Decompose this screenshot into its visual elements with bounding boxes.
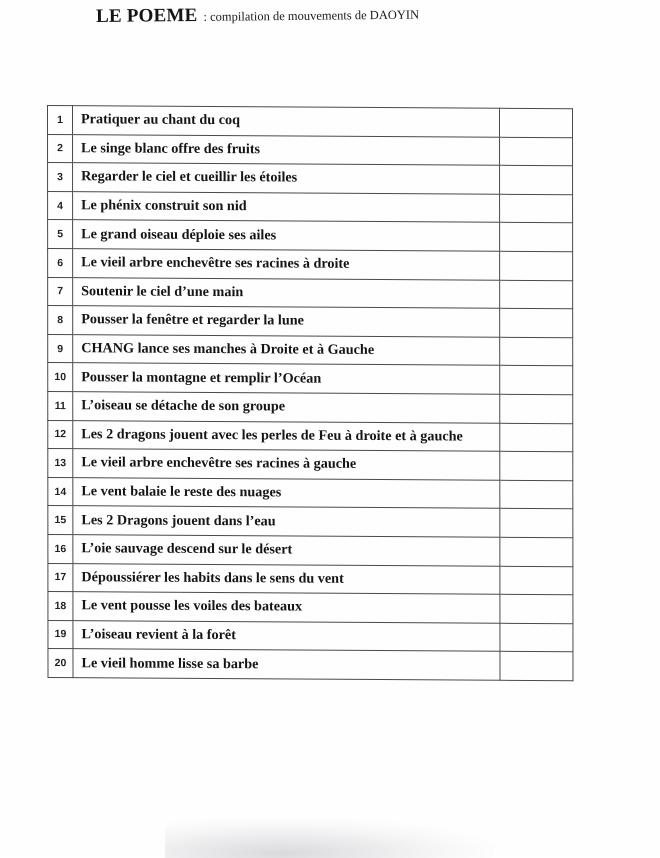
row-number: 16 (48, 534, 73, 563)
document-subtitle: : compilation de mouvements de DAOYIN (203, 7, 420, 24)
check-cell (500, 451, 573, 480)
check-cell (500, 566, 573, 595)
movements-table (47, 105, 573, 681)
check-cell (499, 108, 572, 137)
movement-name: Le vieil arbre enchevêtre ses racines à droite (73, 249, 500, 280)
row-number: 1 (48, 106, 73, 135)
check-cell (500, 623, 573, 652)
movement-name: Dépoussiérer les habits dans le sens du vent (73, 563, 500, 594)
check-cell (500, 594, 573, 623)
check-cell (500, 165, 573, 194)
table-row (48, 534, 573, 566)
movement-name: Les 2 dragons jouent avec les perles de Feu à droite et à gauche (73, 420, 500, 451)
table-row (48, 620, 573, 652)
movement-name: Pousser la montagne et remplir l’Océan (73, 363, 500, 394)
row-number: 20 (48, 649, 73, 678)
row-number: 19 (48, 620, 73, 649)
movement-name: Le vent pousse les voiles des bateaux (73, 592, 500, 623)
row-number: 6 (48, 248, 73, 277)
table-row (48, 220, 573, 252)
table-row (48, 391, 573, 423)
movement-name: L’oiseau se détache de son groupe (73, 392, 500, 423)
movement-name: Pousser la fenêtre et regarder la lune (73, 306, 500, 337)
check-cell (500, 366, 573, 395)
check-cell (500, 652, 573, 681)
table-row (48, 306, 573, 338)
row-number: 18 (48, 592, 73, 621)
table-row (48, 649, 573, 681)
movement-name: Pratiquer au chant du coq (72, 106, 499, 137)
scan-smudge (165, 818, 495, 858)
movement-name: Les 2 Dragons jouent dans l’eau (73, 506, 500, 537)
movement-name: Le phénix construit son nid (73, 191, 500, 222)
table-row (48, 506, 573, 538)
table-row (48, 363, 573, 395)
row-number: 14 (48, 477, 73, 506)
row-number: 15 (48, 506, 73, 535)
row-number: 2 (48, 134, 73, 163)
check-cell (500, 223, 573, 252)
movement-name: Le vent balaie le reste des nuages (73, 477, 500, 508)
movement-name: Regarder le ciel et cueillir les étoiles (73, 163, 500, 194)
row-number: 11 (48, 391, 73, 420)
row-number: 10 (48, 363, 73, 392)
row-number: 4 (48, 191, 73, 220)
movements-table-container (47, 105, 569, 681)
check-cell (500, 194, 573, 223)
movement-name: Le grand oiseau déploie ses ailes (73, 220, 500, 251)
row-number: 5 (48, 220, 73, 249)
row-number: 17 (48, 563, 73, 592)
check-cell (500, 423, 573, 452)
table-row (48, 563, 573, 595)
document-title: LE POEME (96, 4, 198, 27)
check-cell (500, 308, 573, 337)
row-number: 9 (48, 334, 73, 363)
movement-name: CHANG lance ses manches à Droite et à Gauche (73, 334, 500, 365)
movement-name: Le vieil arbre enchevêtre ses racines à gauche (73, 449, 500, 480)
table-row (48, 449, 573, 481)
table-row (48, 334, 573, 366)
check-cell (500, 537, 573, 566)
check-cell (500, 280, 573, 309)
table-row (48, 248, 573, 280)
movement-name: Le singe blanc offre des fruits (73, 134, 500, 165)
table-row (48, 420, 573, 452)
check-cell (500, 509, 573, 538)
table-row (48, 477, 573, 509)
row-number: 13 (48, 449, 73, 478)
table-row (48, 277, 573, 309)
table-row (48, 106, 573, 138)
table-row (48, 163, 573, 195)
row-number: 7 (48, 277, 73, 306)
table-row (48, 592, 573, 624)
check-cell (500, 394, 573, 423)
table-row (48, 134, 573, 166)
check-cell (500, 251, 573, 280)
table-row (48, 191, 573, 223)
check-cell (500, 337, 573, 366)
check-cell (500, 137, 573, 166)
document-header (96, 3, 419, 28)
movements-table-body (48, 106, 573, 681)
movement-name: Soutenir le ciel d’une main (73, 277, 500, 308)
movement-name: Le vieil homme lisse sa barbe (73, 649, 500, 680)
movement-name: L’oiseau revient à la forêt (73, 620, 500, 651)
check-cell (500, 480, 573, 509)
row-number: 8 (48, 306, 73, 335)
row-number: 3 (48, 163, 73, 192)
row-number: 12 (48, 420, 73, 449)
movement-name: L’oie sauvage descend sur le désert (73, 535, 500, 566)
